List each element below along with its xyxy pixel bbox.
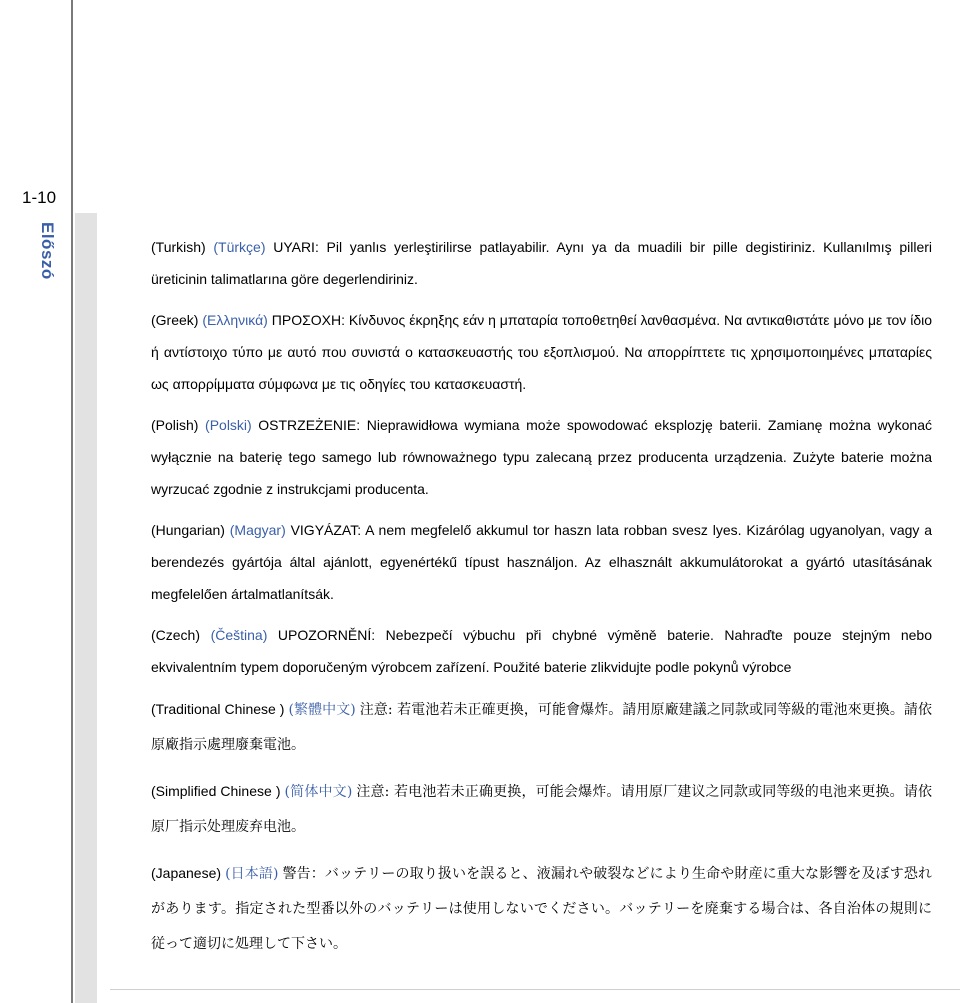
warning-text: 注意: 若電池若未正確更換，可能會爆炸。請用原廠建議之同款或同等級的電池來更換。請依原廠指示處理廢棄電池。 <box>151 702 932 753</box>
language-native-label: (简体中文) <box>284 784 353 800</box>
bottom-rule <box>110 989 960 990</box>
section-title: Előszó <box>38 222 57 280</box>
language-label: (Polish) <box>151 417 199 433</box>
paragraph-czech <box>151 619 932 683</box>
paragraph-traditional-chinese <box>151 692 932 762</box>
margin-rule <box>71 0 73 1003</box>
paragraph-greek <box>151 304 932 400</box>
language-native-label: (Magyar) <box>229 522 286 538</box>
language-label: (Japanese) <box>151 865 222 881</box>
language-native-label: (繁體中文) <box>288 702 356 718</box>
warning-text: 警告：バッテリーの取り扱いを誤ると、液漏れや破裂などにより生命や財産に重大な影響を及ぼす恐れがあります。指定された型番以外のバッテリーは使用しないでください。バッテリーを廃棄する場合は、各自治体の規則に従って適切に処理して下さい。 <box>151 866 932 952</box>
language-label: (Traditional Chinese ) <box>151 701 285 717</box>
language-native-label: (Polski) <box>205 417 252 433</box>
language-native-label: (Türkçe) <box>213 239 266 255</box>
warning-text: ΠΡΟΣΟΧΗ: Κίνδυνος έκρηξης εάν η μπαταρία τοποθετηθεί λανθασμένα. Να αντικαθιστάτε μόνο με τον ίδιο ή αντίστοιχο τύπο με αυτό που συνιστά ο κατασκευαστής του εξοπλισμού. Να απορρίπτετε τις χρησιμοποιημένες μπαταρίες ως απορρίμματα σύμφωνα με τις οδηγίες του κατασκευαστή. <box>151 312 933 392</box>
page-number: 1-10 <box>22 188 57 207</box>
language-native-label: (Ελληνικά) <box>202 312 268 328</box>
warning-text: UPOZORNĚNÍ: Nebezpečí výbuchu při chybné výměně baterie. Nahraďte pouze stejným nebo ekvivalentním typem doporučeným výrobcem zařízení. Použité baterie zlikvidujte podle pokynů výrobce <box>151 627 932 675</box>
language-label: (Hungarian) <box>151 522 225 538</box>
paragraph-polish <box>151 409 932 505</box>
warning-text: UYARI: Pil yanlıs yerleştirilirse patlayabilir. Aynı ya da muadili bir pille degistiriniz. Kullanılmış pilleri üreticinin talimatlarına göre degerlendiriniz. <box>151 239 933 287</box>
language-label: (Czech) <box>151 627 201 643</box>
language-label: (Simplified Chinese ) <box>151 783 281 799</box>
paragraph-hungarian <box>151 514 932 610</box>
language-native-label: (日本語) <box>225 866 279 882</box>
warning-text: 注意: 若电池若未正确更换，可能会爆炸。请用原厂建议之同款或同等级的电池来更换。请依原厂指示处理废弃电池。 <box>151 784 932 835</box>
warning-text: VIGYÁZAT: A nem megfelelő akkumul tor haszn lata robban svesz lyes. Kizárólag ugyanolyan, vagy a berendezés gyártója által ajánlott, egyenértékű típust használjon. Az elhasznált akkumulátorokat a gyártó utasításának megfelelően ártalmatlanítsák. <box>151 522 932 602</box>
warning-text: OSTRZEŻENIE: Nieprawidłowa wymiana może spowodować eksplozję baterii. Zamianę można wykonać wyłącznie na baterię tego samego lub równoważnego typu zalecaną przez producenta urządzenia. Zużyte baterie można wyrzucać zgodnie z instrukcjami producenta. <box>151 417 933 497</box>
paragraph-japanese <box>151 856 932 961</box>
language-native-label: (Čeština) <box>210 627 268 643</box>
side-tab <box>75 213 97 1003</box>
language-label: (Turkish) <box>151 239 206 255</box>
paragraph-turkish <box>151 231 932 295</box>
paragraph-simplified-chinese <box>151 774 932 844</box>
language-label: (Greek) <box>151 312 199 328</box>
document-body <box>151 231 932 973</box>
